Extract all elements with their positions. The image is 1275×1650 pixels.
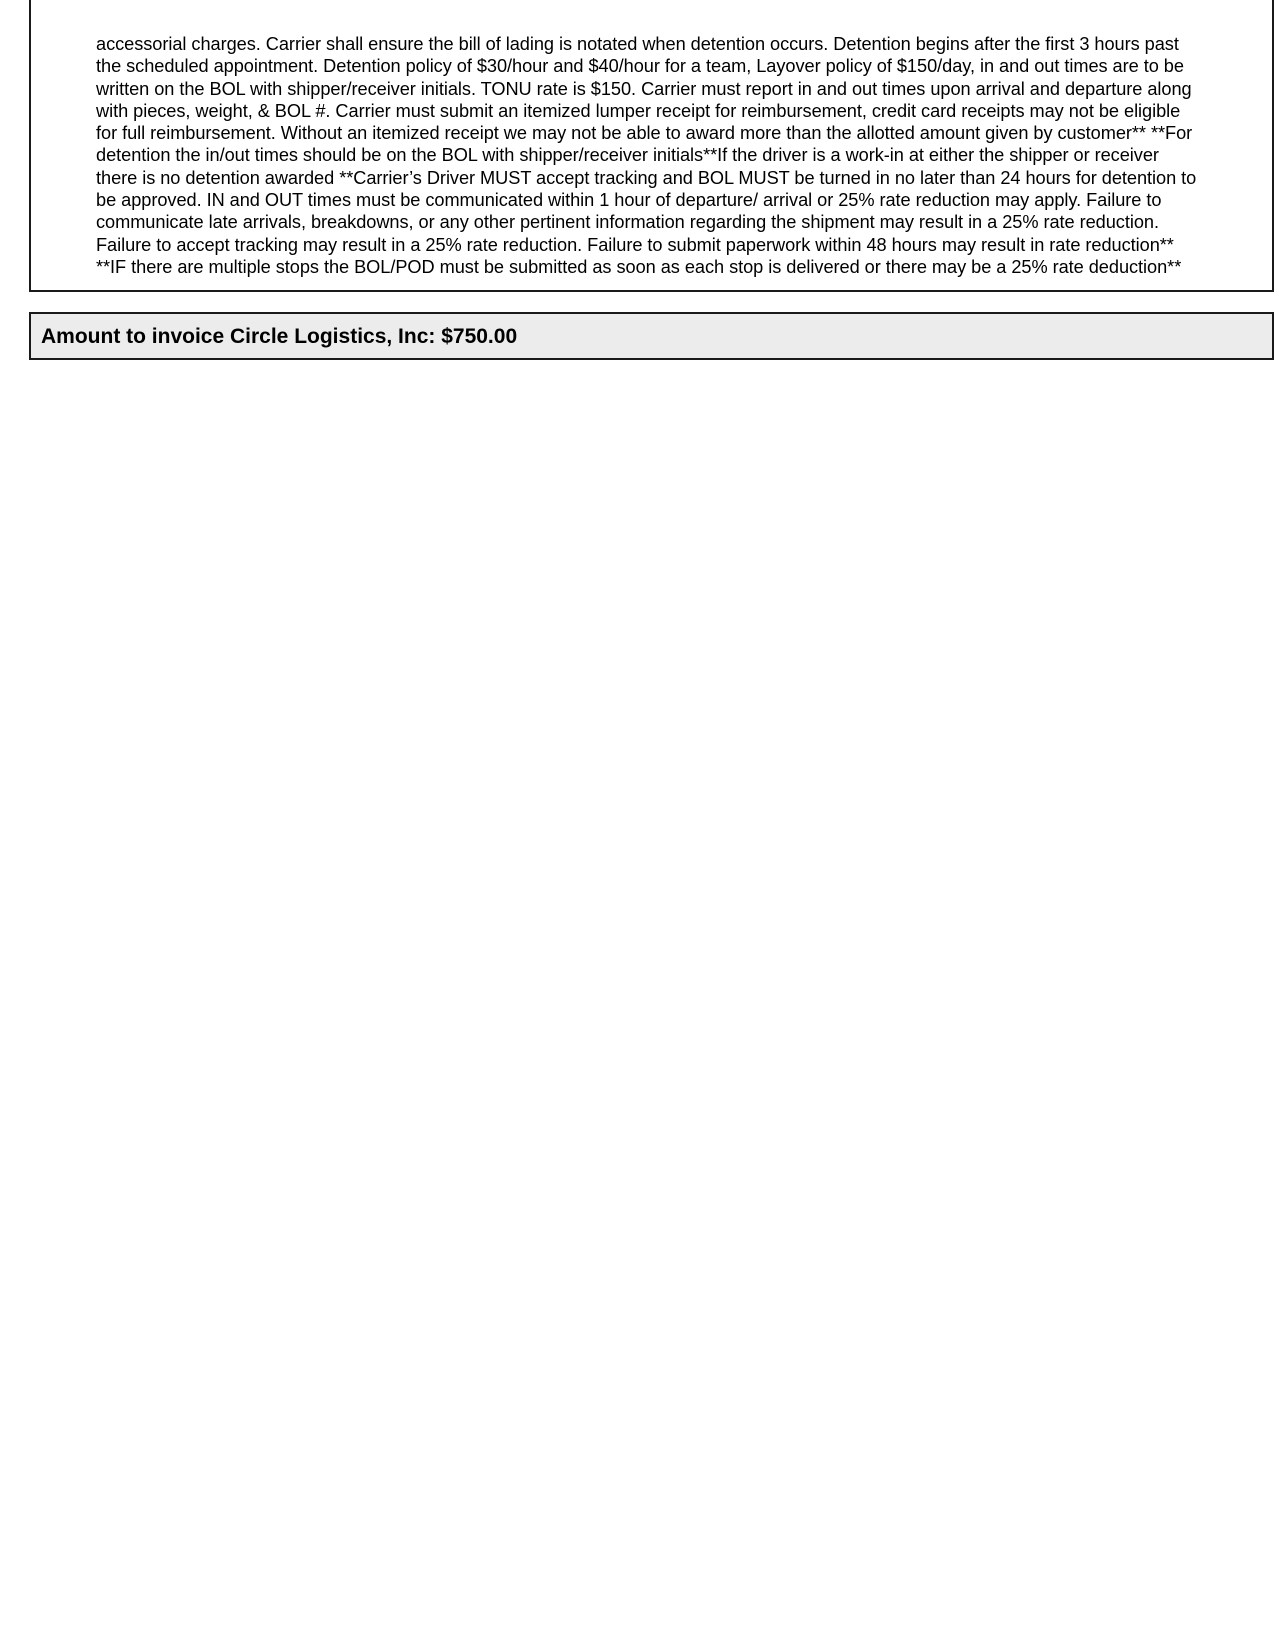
invoice-amount-label: Amount to invoice Circle Logistics, Inc: $750.00 — [41, 325, 518, 348]
terms-paragraph: accessorial charges. Carrier shall ensure the bill of lading is notated when detention occurs. Detention begins after the first 3 hours past the scheduled appointment. Detention policy of $30/hour and $40/hour for a team, Layover policy of $150/day, in and out times are to be written on the BOL with shipper/receiver initials. TONU rate is $150. Carrier must report in and out times upon arrival and departure along with pieces, weight, & BOL #. Carrier must submit an itemized lumper receipt for reimbursement, credit card receipts may not be eligible for full reimbursement. Without an itemized receipt we may not be able to award more than the allotted amount given by customer** **For detention the in/out times should be on the BOL with shipper/receiver initials**If the driver is a work-in at either the shipper or receiver there is no detention awarded **Carrier’s Driver MUST accept tracking and BOL MUST be turned in no later than 24 hours for detention to be approved. IN and OUT times must be communicated within 1 hour of departure/ arrival or 25% rate reduction may apply. Failure to communicate late arrivals, breakdowns, or any other pertinent information regarding the shipment may result in a 25% rate reduction. Failure to accept tracking may result in a 25% rate reduction. Failure to submit paperwork within 48 hours may result in rate reduction** **IF there are multiple stops the BOL/POD must be submitted as soon as each stop is delivered or there may be a 25% rate deduction** — [96, 34, 1197, 277]
terms-section — [29, 0, 1274, 292]
invoice-amount-section — [29, 312, 1274, 360]
